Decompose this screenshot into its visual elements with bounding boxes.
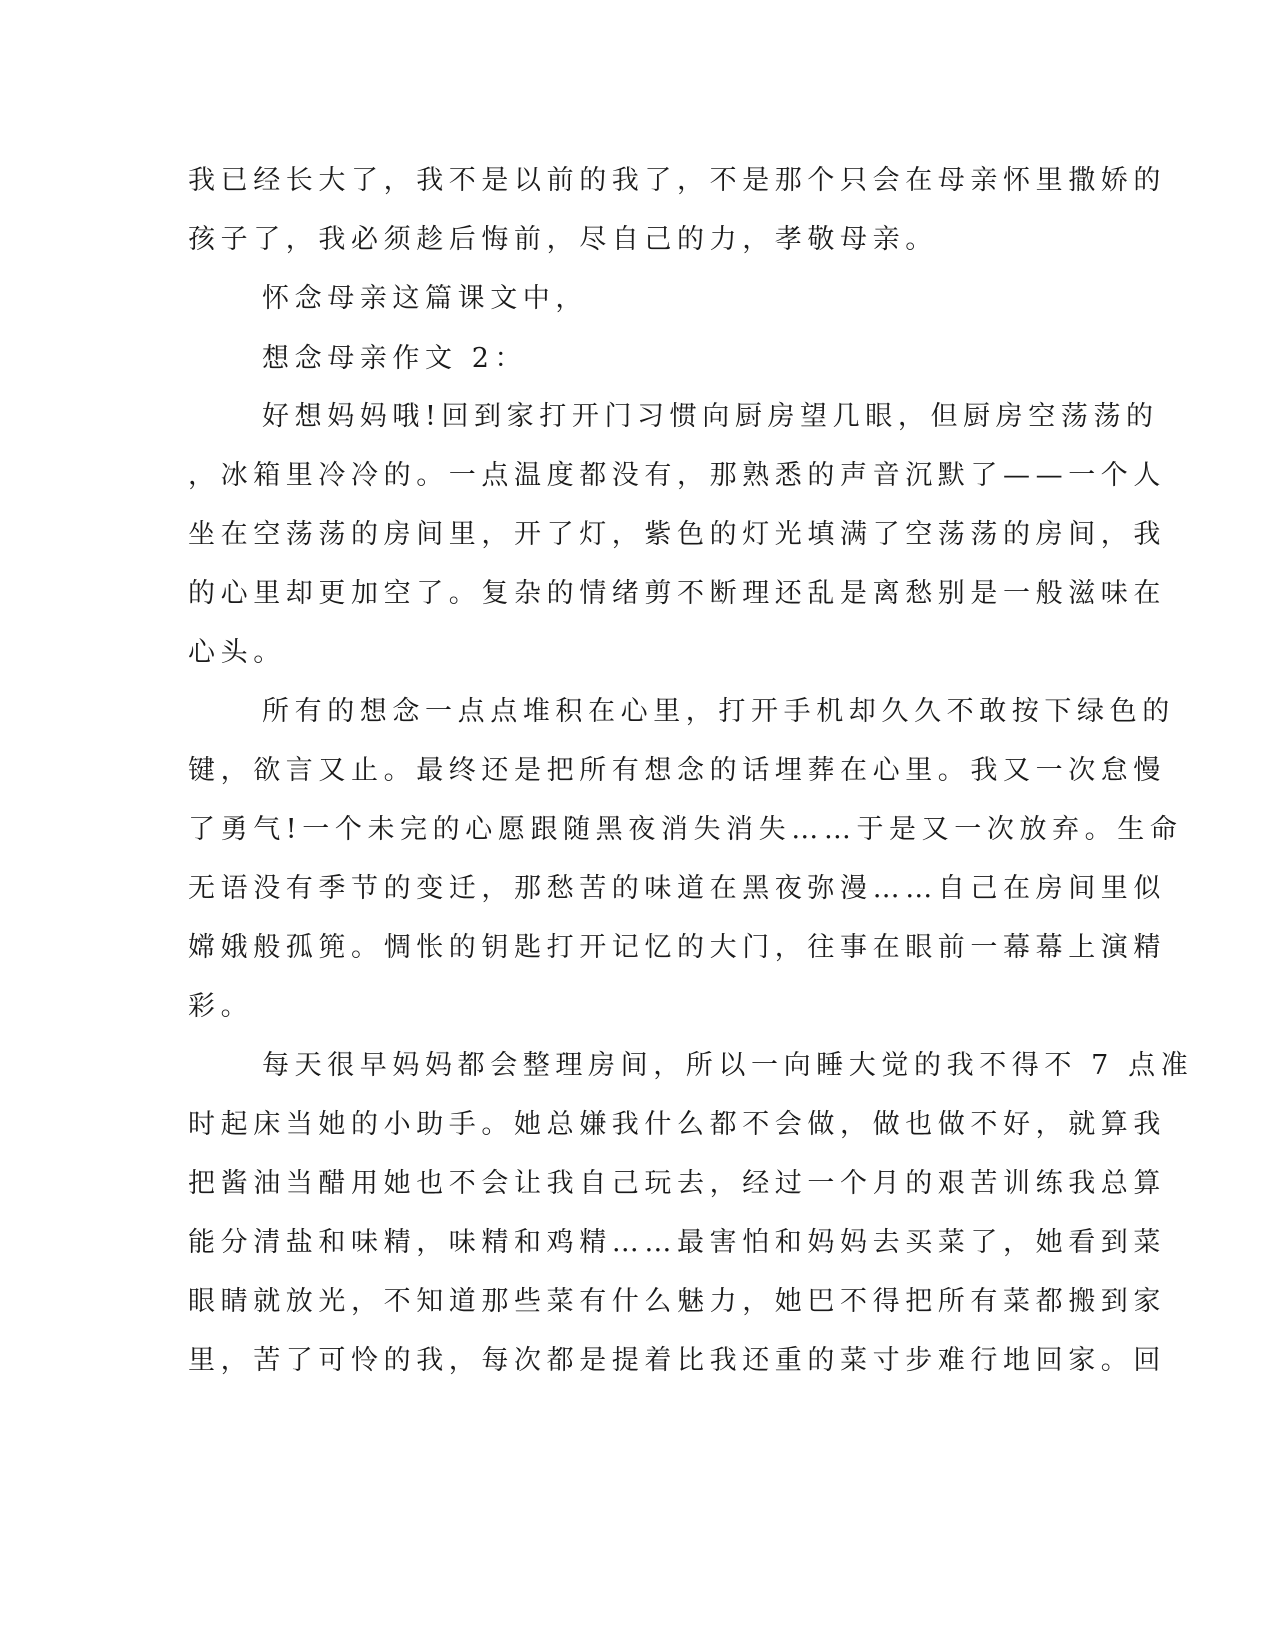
text-line: 彩。 [188, 991, 254, 1022]
text-line: 怀念母亲这篇课文中， [262, 283, 588, 314]
text-line: 能分清盐和味精，味精和鸡精……最害怕和妈妈去买菜了，她看到菜 [188, 1227, 1166, 1258]
text-line: 想念母亲作文 2： [262, 343, 528, 374]
text-line: 好想妈妈哦!回到家打开门习惯向厨房望几眼，但厨房空荡荡的 [262, 401, 1159, 432]
text-line: 的心里却更加空了。复杂的情绪剪不断理还乱是离愁别是一般滋味在 [188, 578, 1166, 609]
text-line: 我已经长大了，我不是以前的我了，不是那个只会在母亲怀里撒娇的 [188, 165, 1166, 196]
text-line: 嫦娥般孤篼。惆怅的钥匙打开记忆的大门，往事在眼前一幕幕上演精 [188, 932, 1166, 963]
text-line: 坐在空荡荡的房间里，开了灯，紫色的灯光填满了空荡荡的房间，我 [188, 519, 1166, 550]
text-line: 每天很早妈妈都会整理房间，所以一向睡大觉的我不得不 7 点准 [262, 1050, 1194, 1081]
text-line: ，冰箱里冷冷的。一点温度都没有，那熟悉的声音沉默了——一个人 [188, 460, 1166, 491]
text-line: 孩子了，我必须趁后悔前，尽自己的力，孝敬母亲。 [188, 224, 938, 255]
text-line: 眼睛就放光，不知道那些菜有什么魅力，她巴不得把所有菜都搬到家 [188, 1286, 1166, 1317]
text-line: 了勇气!一个未完的心愿跟随黑夜消失消失……于是又一次放弃。生命 [188, 814, 1183, 845]
text-line: 时起床当她的小助手。她总嫌我什么都不会做，做也做不好，就算我 [188, 1109, 1166, 1140]
text-line: 心头。 [188, 637, 286, 668]
text-line: 里，苦了可怜的我，每次都是提着比我还重的菜寸步难行地回家。回 [188, 1345, 1166, 1376]
text-line: 无语没有季节的变迁，那愁苦的味道在黑夜弥漫……自己在房间里似 [188, 873, 1166, 904]
text-line: 把酱油当醋用她也不会让我自己玩去，经过一个月的艰苦训练我总算 [188, 1168, 1166, 1199]
text-line: 键，欲言又止。最终还是把所有想念的话埋葬在心里。我又一次怠慢 [188, 755, 1166, 786]
text-line: 所有的想念一点点堆积在心里，打开手机却久久不敢按下绿色的 [262, 696, 1175, 727]
